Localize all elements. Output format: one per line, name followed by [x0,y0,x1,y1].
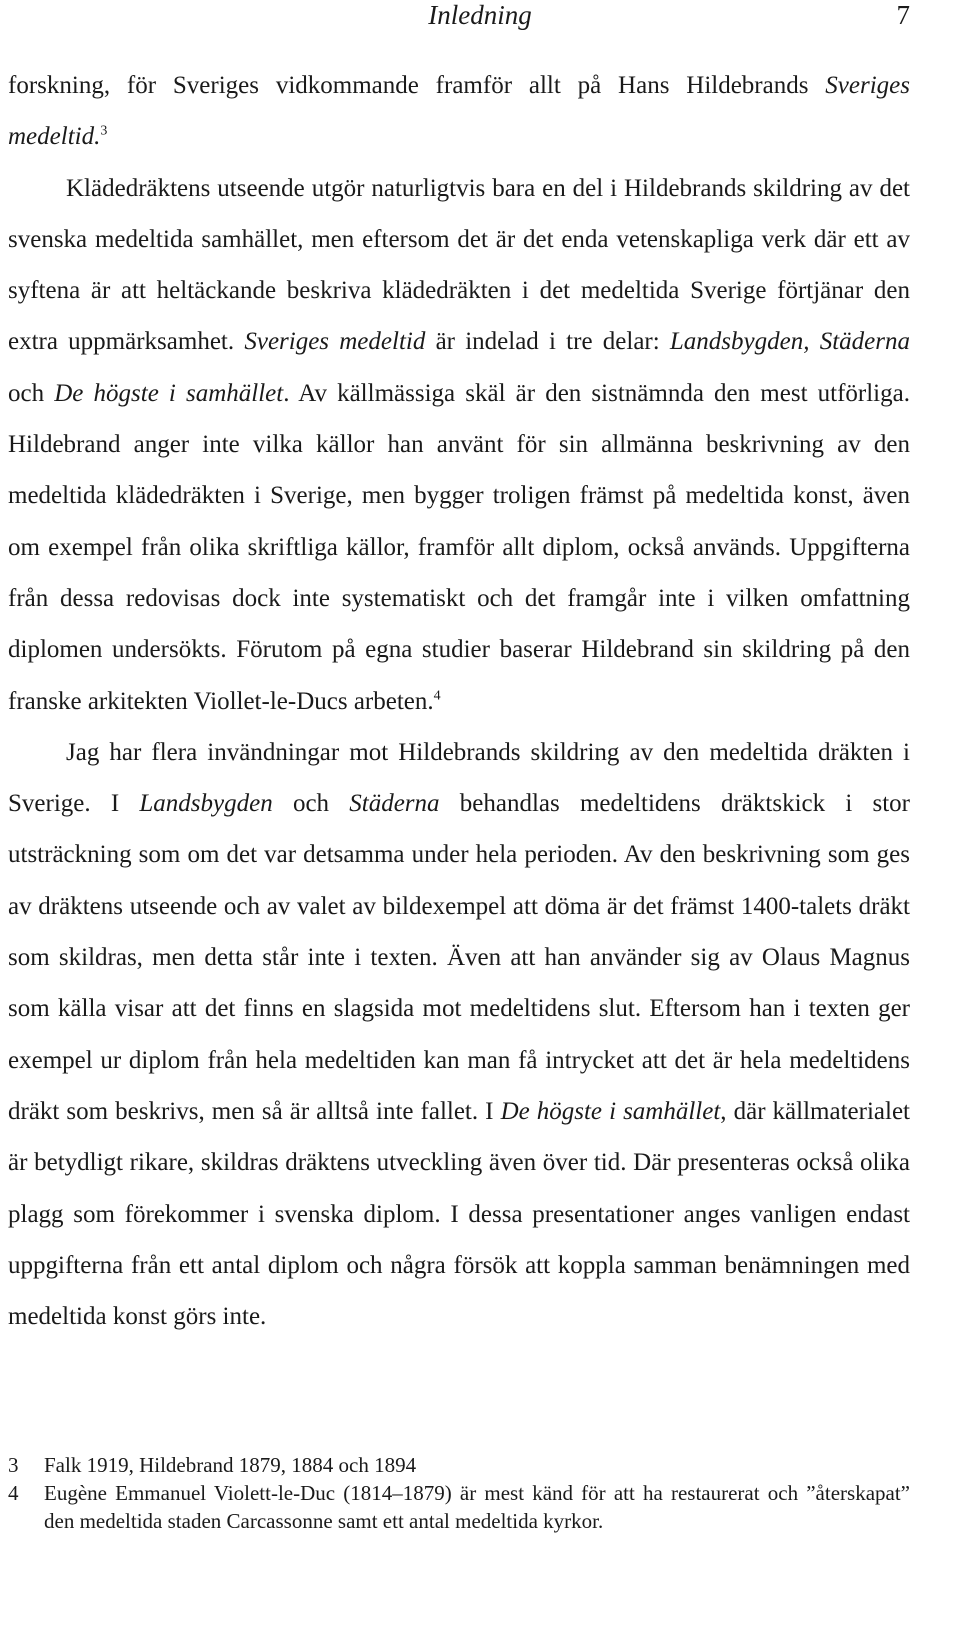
text-run: behandlas medeltidens dräktskick i stor utsträckning som om det var detsamma under hela perioden. Av den beskrivning som ges av dräktens utseende och av valet av bildexempel att döma är det främst 1400-talets dräkt som skildras, men detta står inte i texten. Även att han använder sig av Olaus Magnus som källa visar att det finns en slagsida mot medeltidens slut. Eftersom han i texten ger exempel ur diplom från hela medeltiden kan man få intrycket att det är hela medeltidens dräkt som beskrivs, men så är alltså inte fallet. I [8,790,910,1125]
italic-title: Sveriges medeltid. [8,72,910,151]
footnote-marker: 4 [433,688,441,704]
footnote-3 [8,1451,910,1479]
text-run: Jag har flera invändningar mot Hildebrands skildring av den medeltida dräkten i Sverige. I [8,738,910,818]
text-run: är indelad i tre delar: [425,328,670,356]
text-run: , där källmaterialet är betydligt rikare, skildras dräktens utveckling även över tid. Där presenteras också olika plagg som förekommer i svenska diplom. I dessa presentationer anges vanligen endast uppgifterna från ett antal diplom och några försök att koppla samman benämningen med medeltida konst görs inte. [8,1097,910,1331]
italic-title: De högste i samhället [54,379,284,407]
paragraph-2 [8,163,910,727]
footnotes [8,1451,910,1535]
footnote-marker: 3 [100,123,108,139]
text-run: forskning, för Sveriges vidkommande framför allt på Hans Hildebrands [8,72,826,99]
body-text [8,60,910,1342]
footnote-text: Falk 1919, Hildebrand 1879, 1884 och 1894 [44,1453,417,1477]
paragraph-3 [8,727,910,1343]
text-run: Klädedräktens utseende utgör naturligtvis bara en del i Hildebrands skildring av det svenska medeltida samhället, men eftersom det är det enda vetenskapliga verk där ett av syftena är att heltäckande beskriva klädedräkten i det medeltida Sverige förtjänar den extra uppmärksamhet. [8,174,910,356]
italic-title: Landsbygden, Städerna [669,328,910,356]
footnote-text: Eugène Emmanuel Violett-le-Duc (1814–1879) är mest känd för att ha restaurerat och ”återskapat” den medeltida staden Carcassonne samt ett antal medeltida kyrkor. [44,1481,910,1533]
footnote-4 [8,1479,910,1535]
page-header [0,0,960,36]
paragraph-1 [8,60,910,163]
footnote-number: 4 [8,1481,19,1505]
text-run: och [272,790,350,818]
italic-title: De högste i samhället [500,1097,721,1125]
page-number: 7 [896,0,910,30]
running-head: Inledning [428,0,532,30]
italic-title: Städerna [349,790,440,818]
footnote-number: 3 [8,1453,19,1477]
italic-title: Sveriges medeltid [244,328,426,356]
text-run: och [8,379,55,407]
italic-title: Landsbygden [139,790,273,818]
text-run: . Av källmässiga skäl är den sistnämnda den mest utförliga. Hildebrand anger inte vilka källor han använt för sin allmänna beskrivning av den medeltida klädedräkten i Sverige, men bygger troligen främst på medeltida konst, även om exempel från olika skriftliga källor, framför allt diplom, också används. Uppgifterna från dessa redovisas dock inte systematiskt och det framgår inte i vilken omfattning diplomen undersökts. Förutom på egna studier baserar Hildebrand sin skildring på den franske arkitekten Viollet-le-Ducs arbeten. [8,379,910,715]
